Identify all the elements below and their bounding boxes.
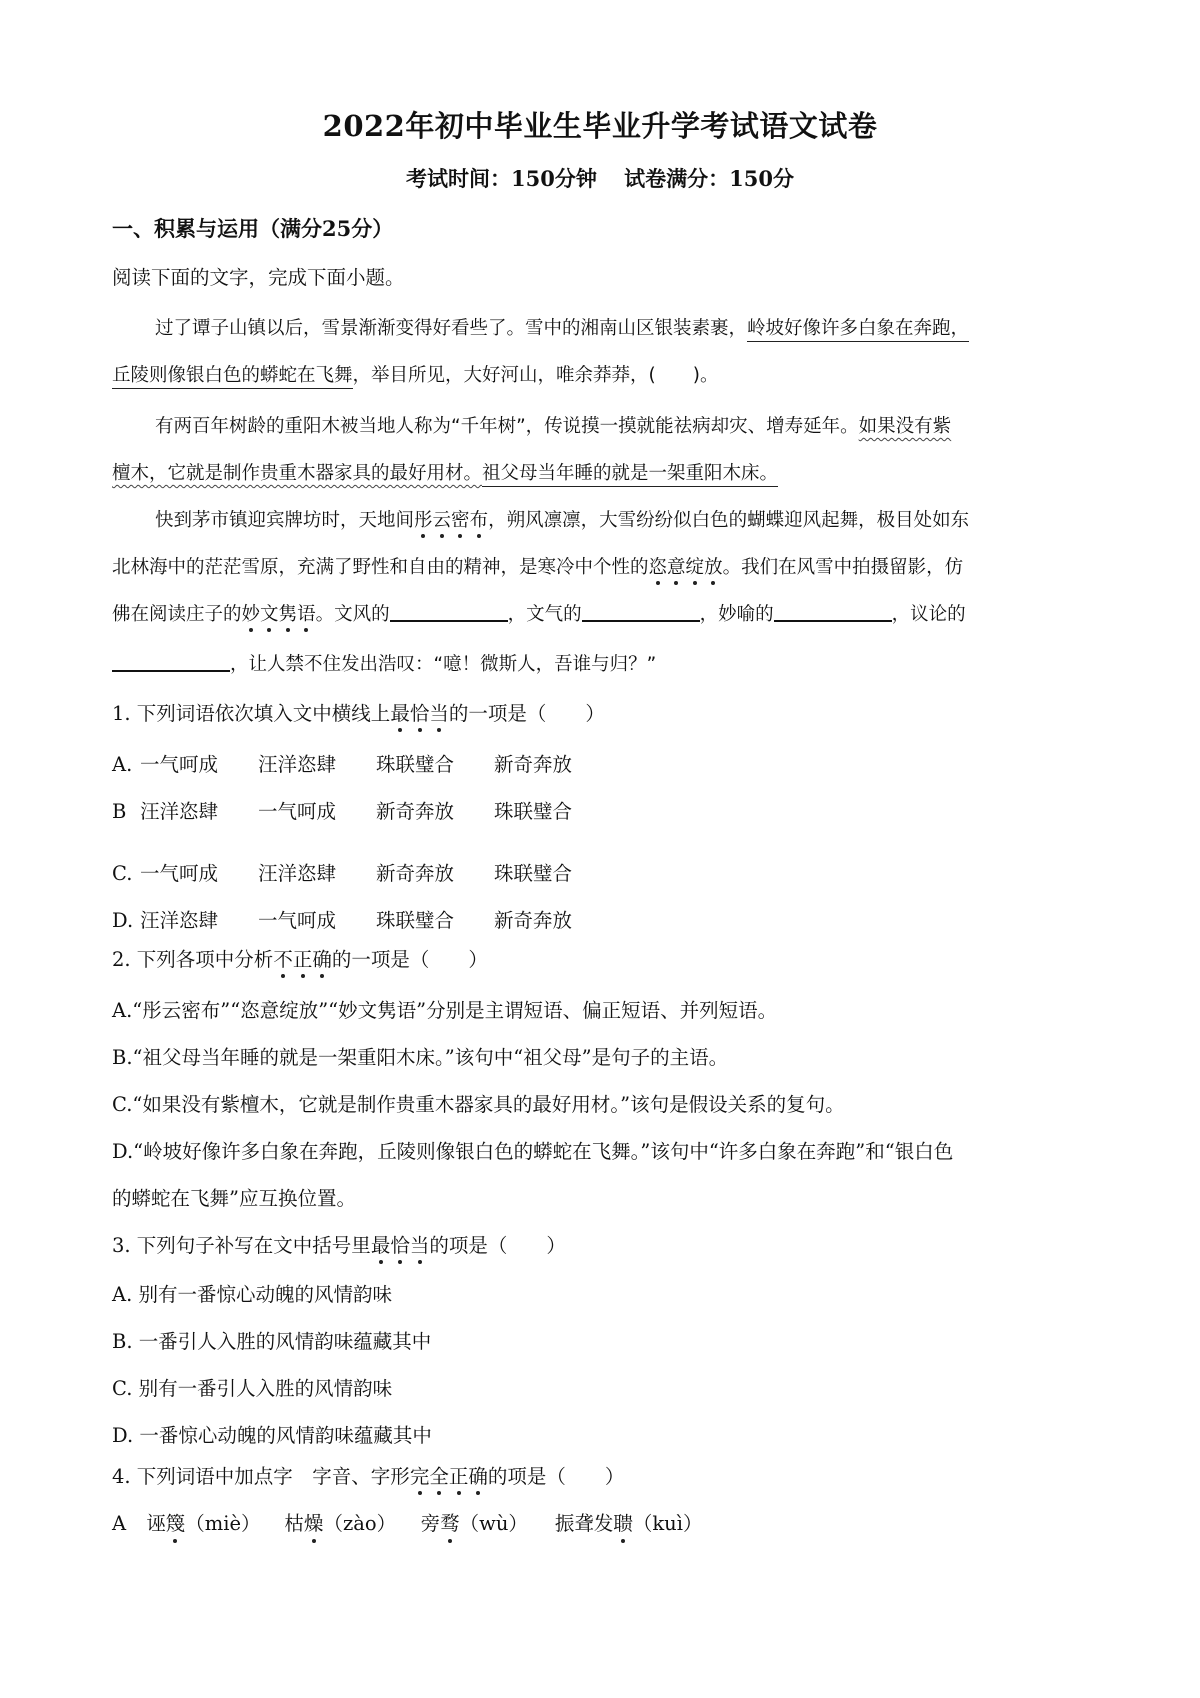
dotted-char: 绽 [685,557,705,578]
page-title: 2022年初中毕业生毕业升学考试语文试卷 [322,109,878,143]
dotted-text [273,948,332,971]
dotted-text [371,1234,430,1257]
underlined-text: 丘陵则像银白色的蟒蛇在飞舞 [112,365,353,389]
question-2-option-c[interactable]: C.“如果没有紫檀木，它就是制作贵重木器家具的最好用材。”该句是假设关系的复句。 [112,1093,845,1116]
question-1-option-d[interactable]: D. 汪洋恣肆 一气呵成 珠联璧合 新奇奔放 [112,909,573,932]
dotted-char: 确 [312,948,332,971]
dotted-char: 聩 [613,1508,633,1536]
fill-blank[interactable] [774,602,892,622]
dotted-char: 篾 [166,1508,186,1536]
question-3-option-c[interactable]: C. 别有一番引人入胜的风情韵味 [112,1377,393,1400]
question-2-stem: 2. 下列各项中分析不正确的一项是（ ） [112,948,488,971]
dotted-text [414,510,488,531]
dotted-char: 最 [370,1234,391,1257]
fill-blank[interactable] [112,652,230,672]
dotted-char: 语 [297,604,316,625]
dotted-char: 骛 [440,1508,460,1536]
passage-line: 快到茅市镇迎宾牌坊时，天地间彤云密布，朔风凛凛，大雪纷纷似白色的蝴蝶迎风起舞，极目处如东 [155,510,970,531]
dotted-char: 确 [468,1465,488,1488]
dotted-char: 最 [390,702,410,725]
section-heading: 一、积累与运用（满分25分） [112,216,394,241]
exam-time: 考试时间：150分钟 [406,166,597,191]
dotted-char: 当 [429,702,449,725]
dotted-char: 彤 [414,510,433,531]
question-1-option-c[interactable]: C. 一气呵成 汪洋恣肆 新奇奔放 珠联璧合 [112,862,573,885]
dotted-char: 燥 [304,1508,324,1536]
instruction: 阅读下面的文字，完成下面小题。 [112,266,405,289]
dotted-char: 密 [451,510,470,531]
passage-line: 丘陵则像银白色的蟒蛇在飞舞，举目所见，大好河山，唯余莽莽，( )。 [112,361,718,387]
wavy-underlined-text: 檀木，它就是制作贵重木器家具的最好用材。 [112,463,483,484]
question-3-option-b[interactable]: B. 一番引人入胜的风情韵味蕴藏其中 [112,1330,432,1353]
question-2-option-d[interactable]: D.“岭坡好像许多白象在奔跑，丘陵则像银白色的蟒蛇在飞舞。”该句中“许多白象在奔跑”和“银白色 [112,1140,954,1163]
question-2-option-b[interactable]: B.“祖父母当年睡的就是一架重阳木床。”该句中“祖父母”是句子的主语。 [112,1046,729,1069]
word-item: 枯燥（zào） [284,1508,414,1536]
passage-line: 过了谭子山镇以后，雪景渐渐变得好看些了。雪中的湘南山区银装素裹，岭坡好像许多白象在奔跑， [155,314,969,340]
dotted-char: 完 [409,1465,430,1488]
dotted-char: 隽 [278,604,298,625]
dotted-char: 恰 [409,702,430,725]
underlined-text: 岭坡好像许多白象在奔跑， [747,318,969,342]
question-1-option-a[interactable]: A. 一气呵成 汪洋恣肆 珠联璧合 新奇奔放 [112,753,573,776]
dotted-text [649,557,723,578]
question-2-option-d-cont: 的蟒蛇在飞舞”应互换位置。 [112,1187,356,1210]
question-1-option-b[interactable]: B 汪洋恣肆 一气呵成 新奇奔放 珠联璧合 [112,800,573,823]
dotted-char: 恰 [390,1234,410,1257]
question-2-option-a[interactable]: A.“彤云密布”“恣意绽放”“妙文隽语”分别是主谓短语、偏正短语、并列短语。 [112,999,778,1022]
underlined-text: 祖父母当年睡的就是一架重阳木床。 [482,463,778,487]
dotted-char: 当 [409,1234,430,1257]
question-3-option-d[interactable]: D. 一番惊心动魄的风情韵味蕴藏其中 [112,1424,432,1447]
dotted-char: 云 [432,510,452,531]
passage-line: 北林海中的茫茫雪原，充满了野性和自由的精神，是寒冷中个性的恣意绽放。我们在风雪中拍摄留影，仿 [112,557,964,578]
question-3-option-a[interactable]: A. 别有一番惊心动魄的风情韵味 [112,1283,392,1306]
word-item: 旁骛（wù） [421,1508,549,1536]
passage-line [112,459,778,485]
dotted-char: 不 [273,948,293,971]
word-item: 振聋发聩（kuì） [555,1508,703,1536]
fill-blank[interactable] [582,602,700,622]
question-3-stem: 3. 下列句子补写在文中括号里最恰当的项是（ ） [112,1234,566,1257]
dotted-char: 恣 [648,557,668,578]
dotted-text [390,702,449,725]
question-4-option-a[interactable]: A 诬篾（miè） 枯燥（zào） 旁骛（wù） 振聋发聩（kuì） [112,1508,702,1536]
dotted-char: 布 [469,510,489,531]
passage-line: 有两百年树龄的重阳木被当地人称为“千年树”，传说摸一摸就能祛病却灾、增寿延年。如果没有紫 [155,416,952,437]
passage-line: 佛在阅读庄子的妙文隽语。文风的 ，文气的 ，妙喻的 ，议论的 [112,604,966,625]
exam-info [0,163,1200,193]
fill-blank[interactable] [390,602,508,622]
dotted-char: 文 [260,604,279,625]
passage-line: ，让人禁不住发出浩叹：“噫！微斯人，吾谁与归？” [112,650,656,676]
dotted-char: 放 [704,557,723,578]
dotted-char: 全 [429,1465,449,1488]
dotted-char: 意 [667,557,686,578]
question-4-stem: 4. 下列词语中加点字 字音、字形完全正确的项是（ ） [112,1465,625,1488]
wavy-underlined-text: 如果没有紫 [858,416,952,437]
question-1-stem: 1. 下列词语依次填入文中横线上最恰当的一项是（ ） [112,702,605,725]
dotted-char: 正 [292,948,313,971]
dotted-text [242,604,316,625]
dotted-char: 正 [448,1465,469,1488]
word-item: 诬篾（miè） [146,1508,278,1536]
exam-score: 试卷满分：150分 [624,166,794,191]
dotted-text [410,1465,488,1488]
dotted-char: 妙 [241,604,261,625]
